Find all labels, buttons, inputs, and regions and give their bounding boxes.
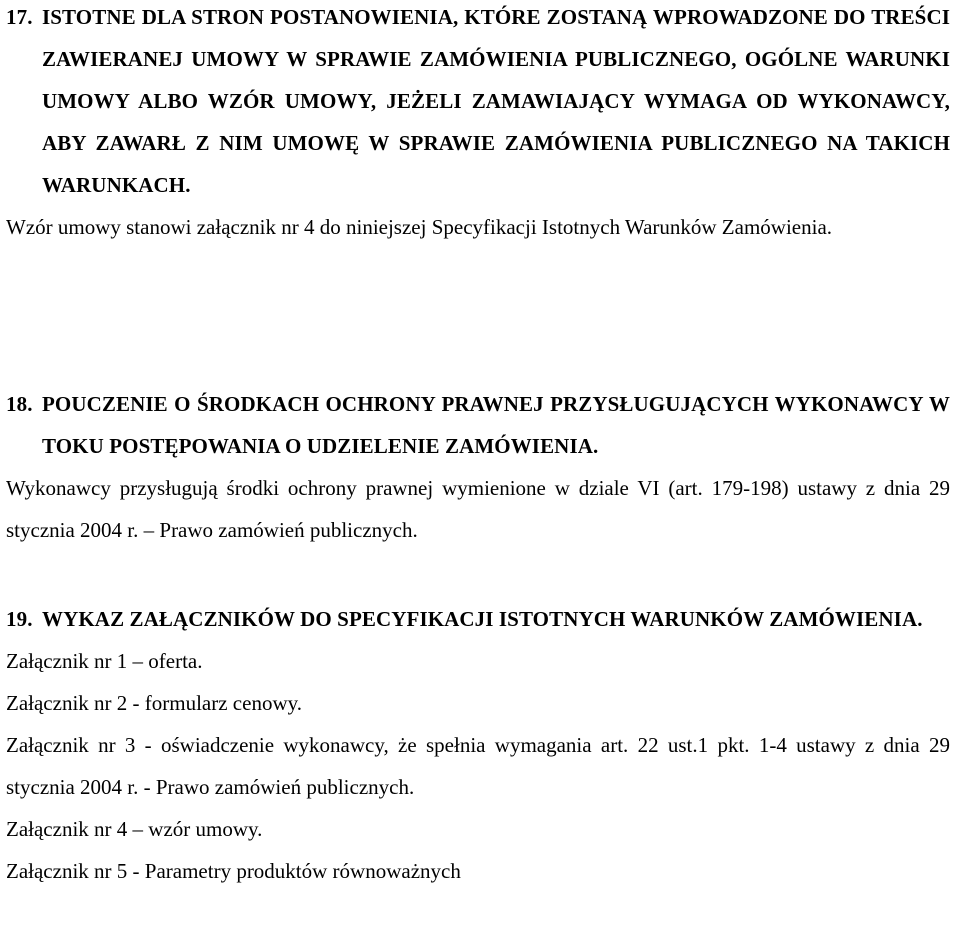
- section-body: Wykonawcy przysługują środki ochrony prawnej wymienione w dziale VI (art. 179-198) ustawy z dnia 29 stycznia 2004 r. – Prawo zamówień publicznych.: [6, 476, 950, 542]
- section-title: WYKAZ ZAŁĄCZNIKÓW DO SPECYFIKACJI ISTOTNYCH WARUNKÓW ZAMÓWIENIA.: [42, 607, 923, 631]
- section-body: Wzór umowy stanowi załącznik nr 4 do niniejszej Specyfikacji Istotnych Warunków Zamówienia.: [6, 215, 833, 239]
- attachment-list: [6, 640, 950, 892]
- section-heading: [6, 0, 950, 206]
- section-title: ISTOTNE DLA STRON POSTANOWIENIA, KTÓRE ZOSTANĄ WPROWADZONE DO TREŚCI ZAWIERANEJ UMOWY W SPRAWIE ZAMÓWIENIA PUBLICZNEGO, OGÓLNE WARUNKI UMOWY ALBO WZÓR UMOWY, JEŻELI ZAMAWIAJĄCY WYMAGA OD WYKONAWCY, ABY ZAWARŁ Z NIM UMOWĘ W SPRAWIE ZAMÓWIENIA PUBLICZNEGO NA TAKICH WARUNKACH.: [42, 5, 950, 197]
- section-heading: [6, 383, 950, 467]
- attachment-item: Załącznik nr 3 - oświadczenie wykonawcy, że spełnia wymagania art. 22 ust.1 pkt. 1-4 ustawy z dnia 29 stycznia 2004 r. - Prawo zamówień publicznych.: [6, 733, 950, 799]
- section-number: 18.: [6, 392, 33, 416]
- attachment-item: Załącznik nr 5 - Parametry produktów równoważnych: [6, 859, 461, 883]
- attachment-item: Załącznik nr 2 - formularz cenowy.: [6, 691, 302, 715]
- section-number: 19.: [6, 607, 33, 631]
- attachment-item: Załącznik nr 4 – wzór umowy.: [6, 817, 263, 841]
- section-heading: [6, 598, 950, 640]
- section-19: [6, 598, 950, 892]
- section-title: POUCZENIE O ŚRODKACH OCHRONY PRAWNEJ PRZYSŁUGUJĄCYCH WYKONAWCY W TOKU POSTĘPOWANIA O UDZIELENIE ZAMÓWIENIA.: [42, 392, 950, 458]
- attachment-item: Załącznik nr 1 – oferta.: [6, 649, 203, 673]
- section-number: 17.: [6, 5, 33, 29]
- section-18: [6, 383, 950, 551]
- section-17: [6, 0, 950, 248]
